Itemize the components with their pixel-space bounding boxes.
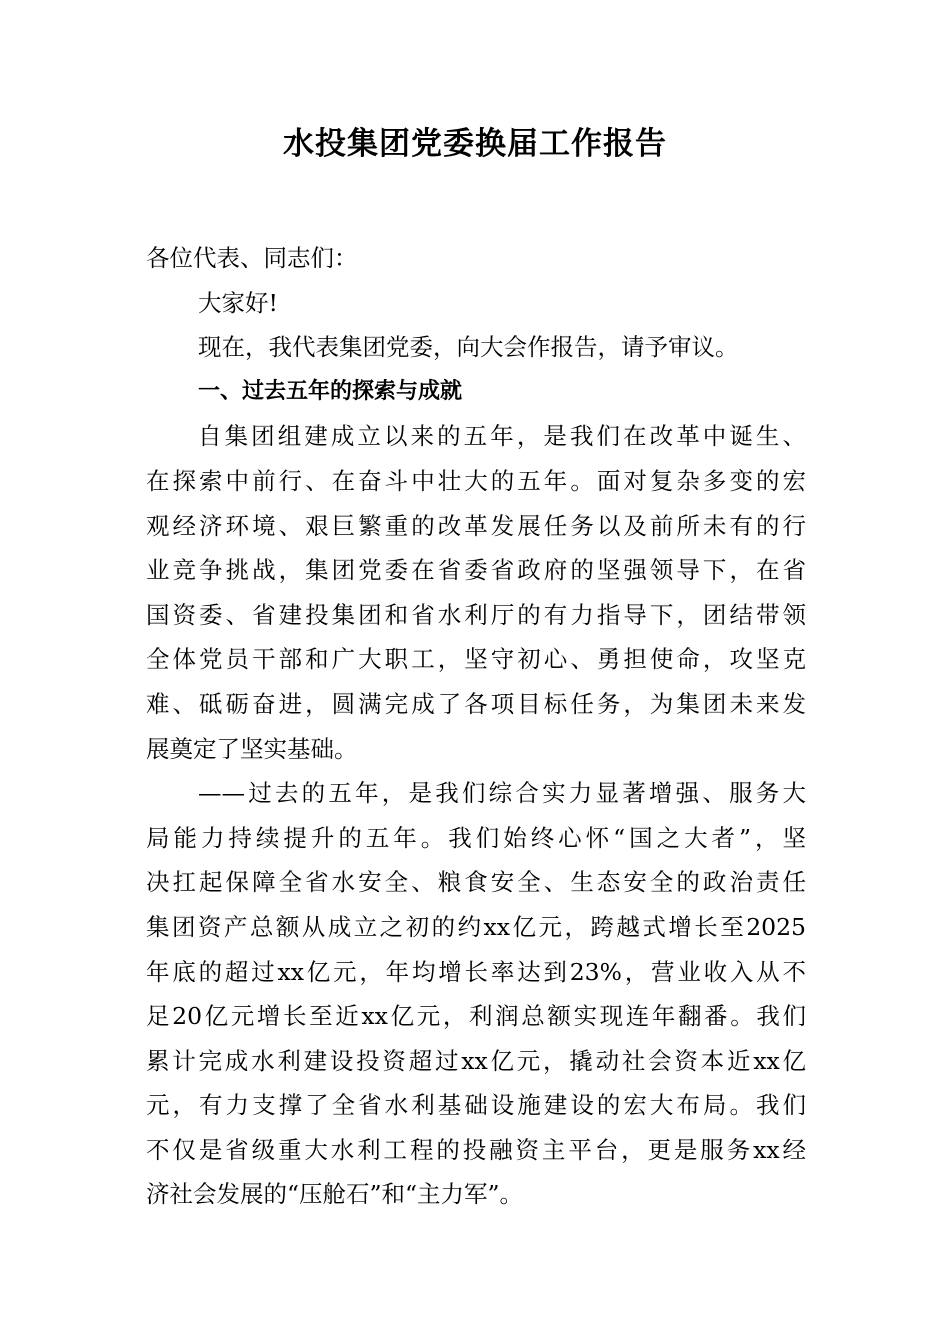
salutation: 各位代表、同志们：: [146, 244, 358, 272]
paragraph-line: 国资委、省建投集团和省水利厅的有力指导下，团结带领: [146, 600, 806, 629]
paragraph-line: 年底的超过xx亿元，年均增长率达到23%，营业收入从不: [146, 957, 806, 986]
paragraph-line: 展奠定了坚实基础。: [146, 734, 358, 763]
document-title: 水投集团党委换届工作报告: [283, 126, 667, 162]
paragraph-line: 济社会发展的“压舱石”和“主力军”。: [146, 1180, 524, 1209]
paragraph-line: 自集团组建成立以来的五年，是我们在改革中诞生、: [198, 422, 806, 451]
paragraph-line: 业竞争挑战，集团党委在省委省政府的坚强领导下，在省: [146, 556, 806, 585]
paragraph-line: 集团资产总额从成立之初的约xx亿元，跨越式增长至2025: [146, 912, 806, 941]
paragraph-line: ——过去的五年，是我们综合实力显著增强、服务大: [198, 779, 806, 808]
document-body: [146, 236, 806, 1217]
paragraph-line: 全体党员干部和广大职工，坚守初心、勇担使命，攻坚克: [146, 645, 806, 674]
paragraph-line: 在探索中前行、在奋斗中壮大的五年。面对复杂多变的宏: [146, 466, 806, 495]
paragraph-line: 局能力持续提升的五年。我们始终心怀“国之大者”，坚: [146, 823, 806, 852]
paragraph-2: [146, 771, 806, 1217]
paragraph-line: 决扛起保障全省水安全、粮食安全、生态安全的政治责任: [146, 868, 806, 897]
section-heading: 一、过去五年的探索与成就: [198, 378, 463, 404]
paragraph-line: 元，有力支撑了全省水利基础设施建设的宏大布局。我们: [146, 1091, 806, 1120]
paragraph-line: 足20亿元增长至近xx亿元，利润总额实现连年翻番。我们: [146, 1002, 806, 1031]
greeting: 大家好!: [198, 288, 278, 317]
paragraph-line: 难、砥砺奋进，圆满完成了各项目标任务，为集团未来发: [146, 689, 806, 718]
paragraph-line: 不仅是省级重大水利工程的投融资主平台，更是服务xx经: [146, 1135, 806, 1164]
intro-paragraph: 现在，我代表集团党委，向大会作报告，请予审议。: [198, 333, 739, 362]
paragraph-line: 累计完成水利建设投资超过xx亿元，撬动社会资本近xx亿: [146, 1046, 806, 1075]
paragraph-line: 观经济环境、艰巨繁重的改革发展任务以及前所未有的行: [146, 511, 806, 540]
paragraph-1: [146, 414, 806, 771]
